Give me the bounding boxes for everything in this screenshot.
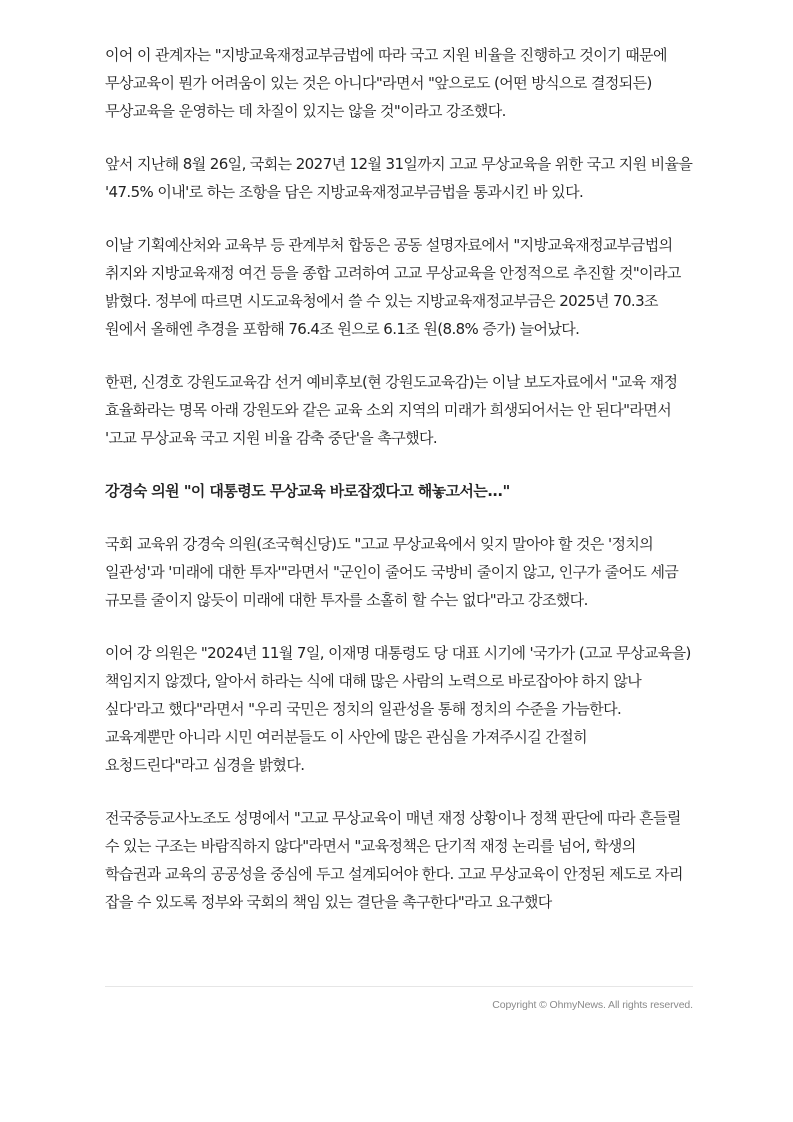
article-body (105, 41, 693, 941)
article-paragraph: 이어 이 관계자는 "지방교육재정교부금법에 따라 국고 지원 비율을 진행하고 것이기 때문에 무상교육이 뭔가 어려움이 있는 것은 아니다"라면서 "앞으로도 (어떤 방식으로 결정되든) 무상교육을 운영하는 데 차질이 있지는 않을 것"이라고 강조했다. (105, 46, 667, 120)
article-subheading: 강경숙 의원 "이 대통령도 무상교육 바로잡겠다고 해놓고서는..." (105, 482, 510, 500)
copyright-notice: Copyright © OhmyNews. All rights reserved. (492, 999, 693, 1011)
article-paragraph: 전국중등교사노조도 성명에서 "고교 무상교육이 매년 재정 상황이나 정책 판단에 따라 흔들릴 수 있는 구조는 바람직하지 않다"라면서 "교육정책은 단기적 재정 논리를 넘어, 학생의 학습권과 교육의 공공성을 중심에 두고 설계되어야 한다. 고교 무상교육이 안정된 제도로 자리 잡을 수 있도록 정부와 국회의 책임 있는 결단을 촉구한다"라고 요구했다 (105, 809, 683, 911)
article-paragraph: 이어 강 의원은 "2024년 11월 7일, 이재명 대통령도 당 대표 시기에 '국가가 (고교 무상교육을) 책임지지 않겠다, 알아서 하라는 식에 대해 많은 사람의 노력으로 바로잡아야 하지 않나 싶다'라고 했다"라면서 "우리 국민은 정치의 일관성을 통해 정치의 수준을 가늠한다. 교육계뿐만 아니라 시민 여러분들도 이 사안에 많은 관심을 가져주시길 간절히 요청드린다"라고 심경을 밝혔다. (105, 644, 691, 774)
footer-divider (105, 986, 693, 987)
article-paragraph: 국회 교육위 강경숙 의원(조국혁신당)도 "고교 무상교육에서 잊지 말아야 할 것은 '정치의 일관성'과 '미래에 대한 투자'"라면서 "군인이 줄어도 국방비 줄이지 않고, 인구가 줄어도 세금 규모를 줄이지 않듯이 미래에 대한 투자를 소홀히 할 수는 없다"라고 강조했다. (105, 535, 679, 609)
article-paragraph: 앞서 지난해 8월 26일, 국회는 2027년 12월 31일까지 고교 무상교육을 위한 국고 지원 비율을 '47.5% 이내'로 하는 조항을 담은 지방교육재정교부금법을 통과시킨 바 있다. (105, 155, 693, 201)
article-paragraph: 한편, 신경호 강원도교육감 선거 예비후보(현 강원도교육감)는 이날 보도자료에서 "교육 재정 효율화라는 명목 아래 강원도와 같은 교육 소외 지역의 미래가 희생되어서는 안 된다"라면서 '고교 무상교육 국고 지원 비율 감축 중단'을 촉구했다. (105, 373, 678, 447)
article-paragraph: 이날 기획예산처와 교육부 등 관계부처 합동은 공동 설명자료에서 "지방교육재정교부금법의 취지와 지방교육재정 여건 등을 종합 고려하여 고교 무상교육을 안정적으로 추진할 것"이라고 밝혔다. 정부에 따르면 시도교육청에서 쓸 수 있는 지방교육재정교부금은 2025년 70.3조 원에서 올해엔 추경을 포함해 76.4조 원으로 6.1조 원(8.8% 증가) 늘어났다. (105, 236, 681, 338)
